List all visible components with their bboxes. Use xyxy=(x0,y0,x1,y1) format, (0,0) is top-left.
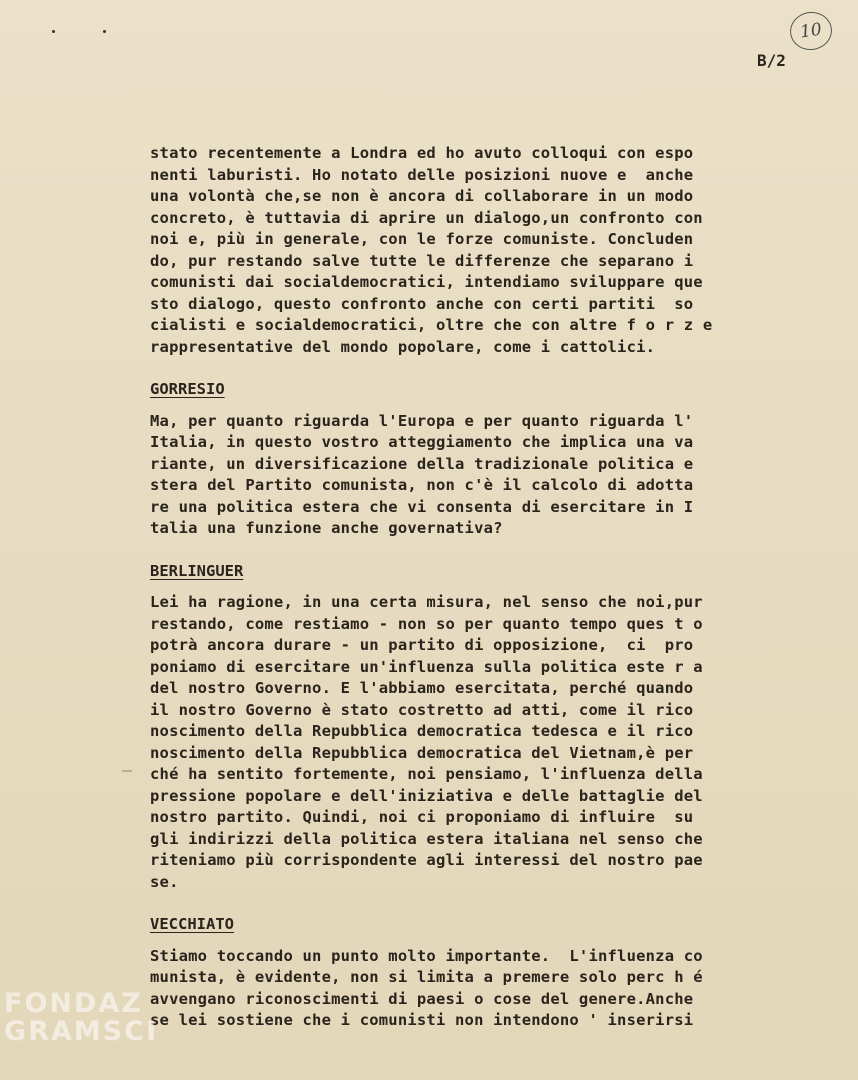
text-line: del nostro Governo. E l'abbiamo esercitata, perché quando xyxy=(150,679,694,697)
document-body xyxy=(150,143,790,1032)
text-line: pressione popolare e dell'iniziativa e delle battaglie del xyxy=(150,786,703,805)
text-line: stato recentemente a Londra ed ho avuto colloqui con espo xyxy=(150,144,694,162)
watermark-line: FONDAZ xyxy=(4,988,143,1019)
text-line: nostro partito. Quindi, noi ci proponiamo di influire su xyxy=(150,808,694,826)
page-code: B/2 xyxy=(757,51,786,70)
text-line: rappresentative del mondo popolare, come i cattolici. xyxy=(150,337,656,356)
text-line: se lei sostiene che i comunisti non intendono ' inserirsi xyxy=(150,1011,694,1029)
text-line: potrà ancora durare - un partito di opposizione, ci pro xyxy=(150,636,694,654)
text-line: Ma, per quanto riguarda l'Europa e per quanto riguarda l' xyxy=(150,411,694,430)
text-line: sto dialogo, questo confronto anche con certi partiti so xyxy=(150,294,694,313)
intro-paragraph xyxy=(150,143,790,358)
speck-mark xyxy=(52,30,55,33)
text-line: riante, un diversificazione della tradizionale politica e xyxy=(150,454,694,473)
speaker-heading-berlinguer: BERLINGUER xyxy=(150,561,244,580)
archive-watermark xyxy=(4,990,158,1046)
text-line: noscimento della Repubblica democratica del Vietnam,è per xyxy=(150,743,694,762)
text-line: Italia, in questo vostro atteggiamento che implica una va xyxy=(150,433,694,451)
text-line: comunisti dai socialdemocratici, intendiamo sviluppare que xyxy=(150,273,703,291)
margin-pencil-mark xyxy=(122,770,132,772)
vecchiato-paragraph xyxy=(150,946,790,1032)
page-number-stamp: 10 xyxy=(788,9,835,52)
text-line: noscimento della Repubblica democratica tedesca e il rico xyxy=(150,722,694,740)
speaker-heading-gorresio: GORRESIO xyxy=(150,380,225,398)
text-line: talia una funzione anche governativa? xyxy=(150,519,503,537)
berlinguer-paragraph xyxy=(150,592,790,893)
text-line: stera del Partito comunista, non c'è il calcolo di adotta xyxy=(150,476,694,494)
text-line: se. xyxy=(150,872,179,891)
text-line: poniamo di esercitare un'influenza sulla politica este r a xyxy=(150,657,703,676)
text-line: munista, è evidente, non si limita a premere solo perc h é xyxy=(150,968,703,986)
text-line: il nostro Governo è stato costretto ad atti, come il rico xyxy=(150,700,694,719)
text-line: noi e, più in generale, con le forze comuniste. Concluden xyxy=(150,230,694,248)
text-line: Stiamo toccando un punto molto importante. L'influenza co xyxy=(150,946,703,965)
text-line: riteniamo più corrispondente agli interessi del nostro pae xyxy=(150,851,703,869)
text-line: cialisti e socialdemocratici, oltre che con altre f o r z e xyxy=(150,316,713,334)
text-line: do, pur restando salve tutte le differenze che separano i xyxy=(150,251,694,270)
text-line: avvengano riconoscimenti di paesi o cose del genere.Anche xyxy=(150,989,694,1008)
gorresio-paragraph xyxy=(150,411,790,540)
text-line: nenti laburisti. Ho notato delle posizioni nuove e anche xyxy=(150,165,694,184)
text-line: re una politica estera che vi consenta di esercitare in I xyxy=(150,497,694,516)
text-line: Lei ha ragione, in una certa misura, nel senso che noi,pur xyxy=(150,593,703,611)
text-line: ché ha sentito fortemente, noi pensiamo, l'influenza della xyxy=(150,765,703,783)
text-line: gli indirizzi della politica estera italiana nel senso che xyxy=(150,829,703,848)
text-line: una volontà che,se non è ancora di collaborare in un modo xyxy=(150,187,694,205)
text-line: restando, come restiamo - non so per quanto tempo ques t o xyxy=(150,614,703,633)
speaker-heading-vecchiato: VECCHIATO xyxy=(150,915,234,933)
text-line: concreto, è tuttavia di aprire un dialogo,un confronto con xyxy=(150,208,703,227)
watermark-line: GRAMSCI xyxy=(4,1016,159,1047)
speck-mark xyxy=(103,30,106,33)
